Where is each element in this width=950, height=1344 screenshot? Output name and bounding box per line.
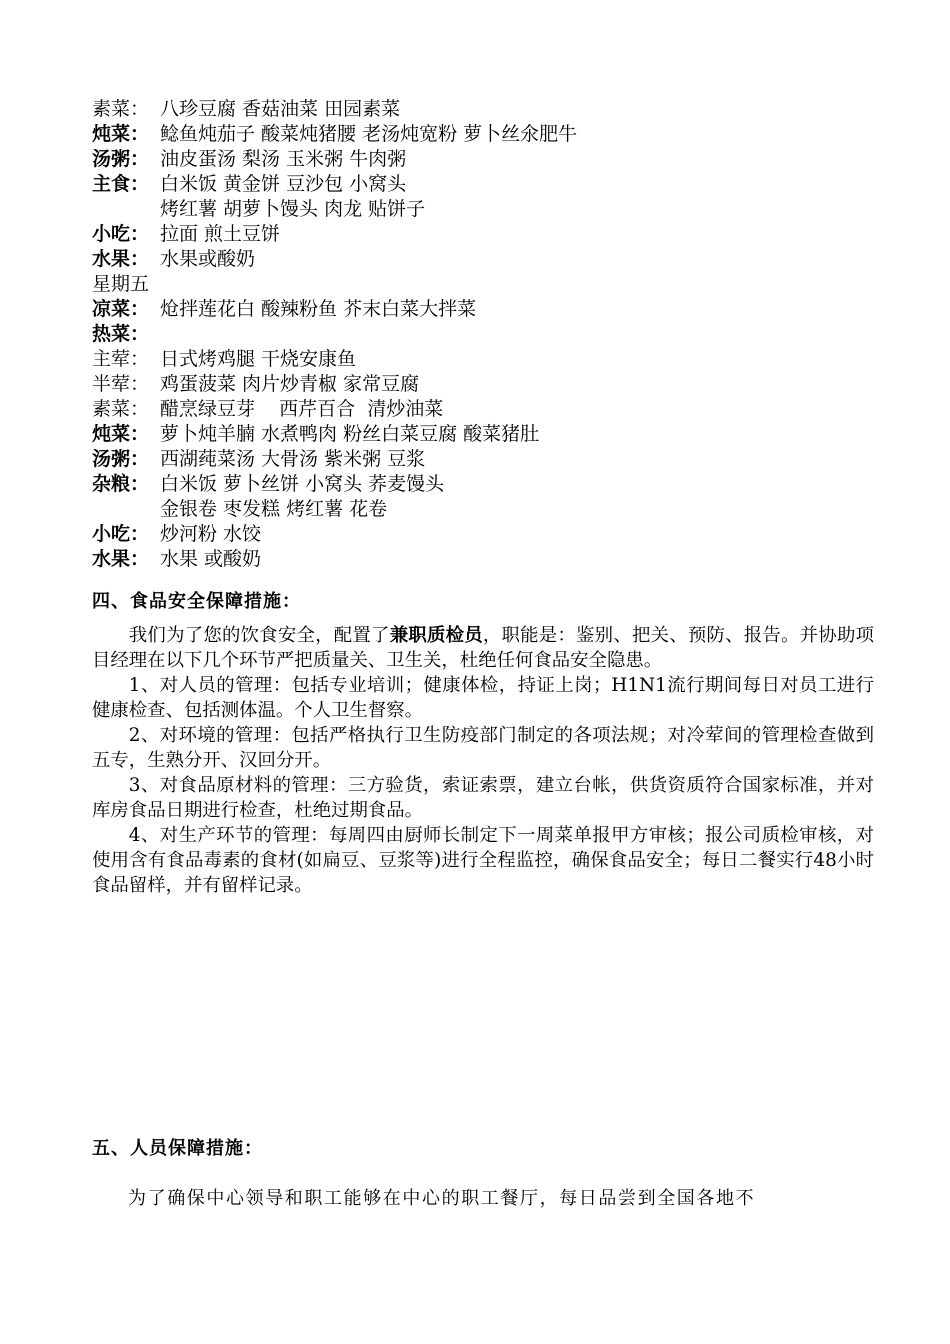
menu-category-label: 汤粥： [92,448,150,470]
menu-dishes: 西湖莼菜汤 大骨汤 紫米粥 豆浆 [160,448,426,470]
section-5-text: 为了确保中心领导和职工能够在中心的职工餐厅，每日品尝到全国各地不 [128,1188,756,1209]
weekday-heading [92,272,892,297]
section-4-item: 1、对人员的管理：包括专业培训；健康体检，持证上岗；H1N1流行期间每日对员工进行健康检查、包括测体温。个人卫生督察。 [92,675,874,721]
intro-bold-role: 兼职质检员 [389,625,483,646]
menu-dishes: 烤红薯 胡萝卜馒头 肉龙 贴饼子 [160,198,426,220]
intro-text-continued: ，职能是：鉴别、把关、预防、报告。并协助项目经理在以下几个环节严把质量关、卫生关，杜绝任何食品安全隐患。 [92,625,874,671]
menu-category-label: 炖菜： [92,123,150,145]
menu-dishes: 水果或酸奶 [160,248,256,270]
menu-row [92,522,892,547]
menu-category-label: 杂粮： [92,473,150,495]
section-5-heading: 五、人员保障措施： [92,1138,263,1159]
menu-row [92,222,892,247]
menu-category-label: 水果： [92,548,150,570]
section-4-item: 2、对环境的管理：包括严格执行卫生防疫部门制定的各项法规；对冷荤间的管理检查做到五专，生熟分开、汉回分开。 [92,725,874,771]
menu-row [92,297,892,322]
section-4-item: 3、对食品原材料的管理：三方验货，索证索票，建立台帐，供货资质符合国家标准，并对库房食品日期进行检查，杜绝过期食品。 [92,775,874,821]
menu-category-label: 素菜： [92,98,150,120]
intro-text: 我们为了您的饮食安全，配置了 [128,625,390,646]
menu-category-label: 热菜： [92,323,150,345]
menu-row [92,322,892,347]
weekday-label: 星期五 [92,273,150,295]
menu-dishes: 白米饭 黄金饼 豆沙包 小窝头 [160,173,407,195]
menu-dishes: 八珍豆腐 香菇油菜 田园素菜 [160,98,401,120]
menu-row [92,447,892,472]
menu-row [92,397,892,422]
section-4-body [92,623,874,898]
menu-row [92,122,892,147]
menu-category-label: 水果： [92,248,150,270]
menu-dishes: 油皮蛋汤 梨汤 玉米粥 牛肉粥 [160,148,407,170]
menu-category-label: 主荤： [92,348,150,370]
menu-dishes: 鸡蛋菠菜 肉片炒青椒 家常豆腐 [160,373,420,395]
menu-dishes: 鲶鱼炖茄子 酸菜炖猪腰 老汤炖宽粉 萝卜丝氽肥牛 [160,123,578,145]
menu-dishes: 水果 或酸奶 [160,548,262,570]
menu-row [92,472,892,497]
menu-dishes: 炝拌莲花白 酸辣粉鱼 芥末白菜大拌菜 [160,298,477,320]
weekly-menu [92,97,892,572]
menu-row [92,372,892,397]
menu-dishes: 萝卜炖羊腩 水煮鸭肉 粉丝白菜豆腐 酸菜猪肚 [160,423,540,445]
menu-category-label: 素菜： [92,398,150,420]
menu-row-continuation [92,497,892,522]
menu-row [92,422,892,447]
section-4-heading: 四、食品安全保障措施： [92,591,301,612]
menu-dishes: 拉面 煎土豆饼 [160,223,281,245]
menu-dishes: 醋烹绿豆芽 西芹百合 清炒油菜 [160,398,444,420]
section-4-intro [92,623,874,673]
menu-category-label: 汤粥： [92,148,150,170]
menu-row-continuation [92,197,892,222]
menu-category-label: 炖菜： [92,423,150,445]
menu-category-label: 小吃： [92,523,150,545]
menu-row [92,172,892,197]
menu-row [92,347,892,372]
menu-row [92,97,892,122]
menu-category-label: 半荤： [92,373,150,395]
section-4-item: 4、对生产环节的管理：每周四由厨师长制定下一周菜单报甲方审核；报公司质检审核，对使用含有食品毒素的食材(如扁豆、豆浆等)进行全程监控，确保食品安全；每日二餐实行48小时食品留样，并有留样记录。 [92,825,874,896]
menu-dishes: 日式烤鸡腿 干烧安康鱼 [160,348,357,370]
menu-dishes: 炒河粉 水饺 [160,523,262,545]
menu-category-label: 凉菜： [92,298,150,320]
menu-row [92,147,892,172]
menu-dishes: 白米饭 萝卜丝饼 小窝头 荞麦馒头 [160,473,445,495]
menu-row [92,247,892,272]
menu-category-label: 小吃： [92,223,150,245]
menu-row [92,547,892,572]
menu-category-label: 主食： [92,173,150,195]
menu-dishes: 金银卷 枣发糕 烤红薯 花卷 [160,498,388,520]
